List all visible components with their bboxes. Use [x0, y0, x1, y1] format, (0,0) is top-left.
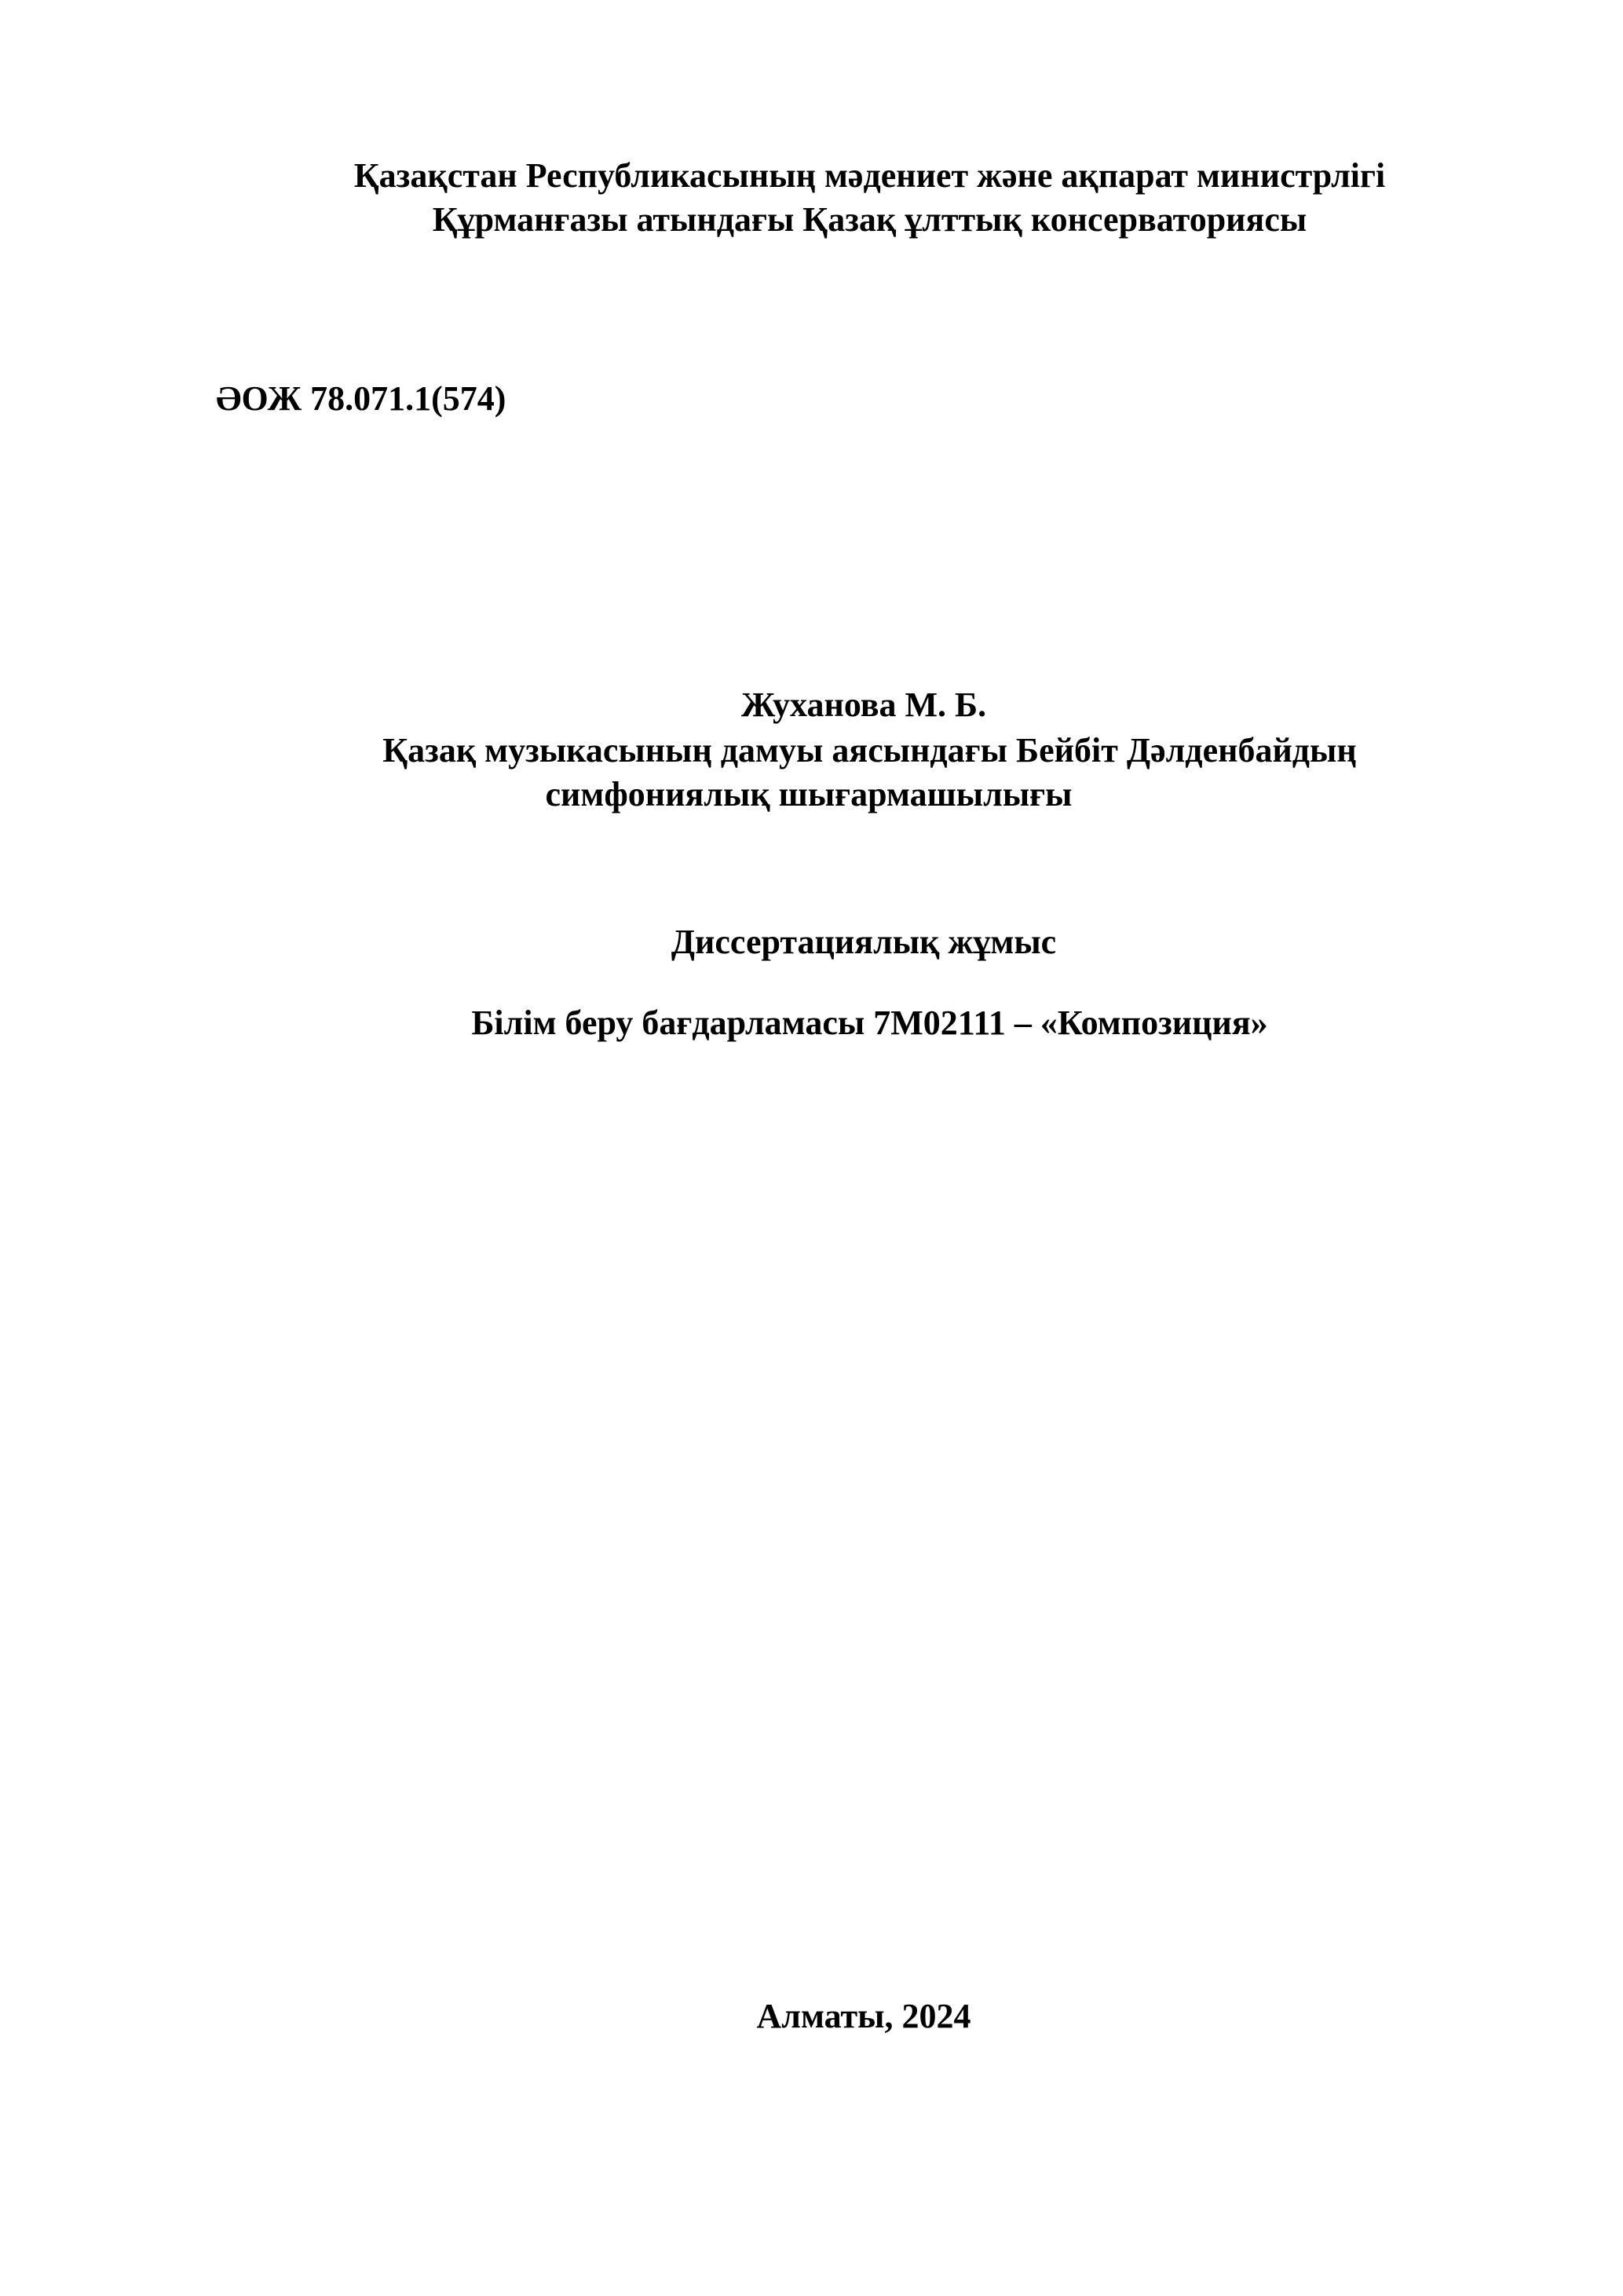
work-type: Диссертациялық жұмыс — [671, 923, 1057, 961]
title-line-2: симфониялық шығармашылығы — [545, 775, 1073, 813]
ministry-name: Қазақстан Республикасының мәдениет және ақпарат министрлігі — [353, 156, 1386, 195]
author-name: Жуханова М. Б. — [740, 686, 987, 724]
institution-name: Құрманғазы атындағы Қазақ ұлттық консерваториясы — [432, 200, 1307, 239]
udc-code: ӘОЖ 78.071.1(574) — [216, 379, 506, 418]
city-year: Алматы, 2024 — [756, 1997, 971, 2035]
title-line-1: Қазақ музыкасының дамуы аясындағы Бейбіт Дәлденбайдың — [382, 731, 1357, 770]
education-program: Білім беру бағдарламасы 7M02111 – «Композиция» — [471, 1004, 1268, 1042]
